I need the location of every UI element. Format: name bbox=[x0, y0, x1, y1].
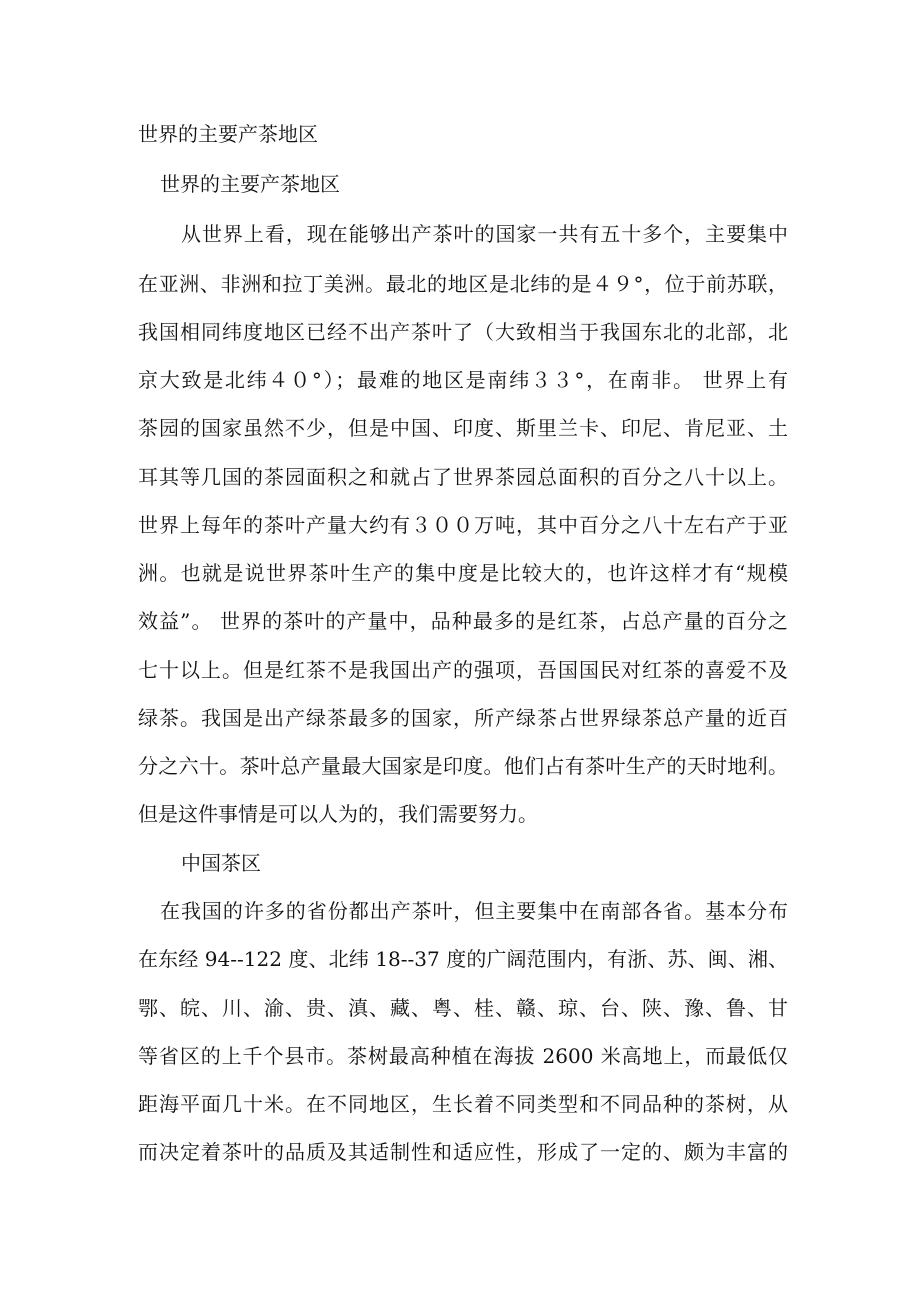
section-heading-china: 中国茶区 bbox=[181, 851, 261, 875]
paragraph-line: 茶园的国家虽然不少，但是中国、印度、斯里兰卡、印尼、肯尼亚、土 bbox=[138, 416, 788, 440]
paragraph-line: 世界上每年的茶叶产量大约有３００万吨，其中百分之八十左右产于亚 bbox=[138, 513, 788, 537]
paragraph-line: 耳其等几国的茶园面积之和就占了世界茶园总面积的百分之八十以上。 bbox=[138, 465, 788, 489]
paragraph-line: 鄂、皖、川、渝、贵、滇、藏、粤、桂、赣、琼、台、陕、豫、鲁、甘 bbox=[138, 996, 788, 1020]
paragraph-line: 距海平面几十米。在不同地区，生长着不同类型和不同品种的茶树，从 bbox=[138, 1092, 788, 1116]
paragraph-line: 我国相同纬度地区已经不出产茶叶了（大致相当于我国东北的北部，北 bbox=[138, 320, 788, 344]
paragraph-line: 等省区的上千个县市。茶树最高种植在海拔 2600 米高地上，而最低仅 bbox=[138, 1044, 788, 1068]
paragraph-line: 绿茶。我国是出产绿茶最多的国家，所产绿茶占世界绿茶总产量的近百 bbox=[138, 706, 788, 730]
paragraph-line: 效益”。 世界的茶叶的产量中，品种最多的是红茶，占总产量的百分之 bbox=[138, 609, 788, 633]
paragraph-line: 在我国的许多的省份都出产茶叶，但主要集中在南部各省。基本分布 bbox=[160, 899, 788, 923]
paragraph-line: 而决定着茶叶的品质及其适制性和适应性，形成了一定的、颇为丰富的 bbox=[138, 1140, 788, 1164]
paragraph-line: 七十以上。但是红茶不是我国出产的强项，吾国国民对红茶的喜爱不及 bbox=[138, 658, 788, 682]
paragraph-line: 在东经 94--122 度、北纬 18--37 度的广阔范围内，有浙、苏、闽、湘、 bbox=[138, 947, 788, 971]
paragraph-line: 从世界上看，现在能够出产茶叶的国家一共有五十多个，主要集中 bbox=[181, 222, 788, 246]
paragraph-line: 但是这件事情是可以人为的，我们需要努力。 bbox=[138, 802, 538, 826]
paragraph-line: 在亚洲、非洲和拉丁美洲。最北的地区是北纬的是４９°，位于前苏联， bbox=[138, 272, 788, 296]
document-title: 世界的主要产茶地区 bbox=[138, 122, 318, 146]
paragraph-line: 分之六十。茶叶总产量最大国家是印度。他们占有茶叶生产的天时地利。 bbox=[138, 754, 788, 778]
paragraph-line: 洲。也就是说世界茶叶生产的集中度是比较大的，也许这样才有“规模 bbox=[138, 561, 788, 585]
paragraph-line: 京大致是北纬４０°）；最难的地区是南纬３３°，在南非。 世界上有 bbox=[138, 368, 788, 392]
section-heading-world: 世界的主要产茶地区 bbox=[160, 172, 340, 196]
